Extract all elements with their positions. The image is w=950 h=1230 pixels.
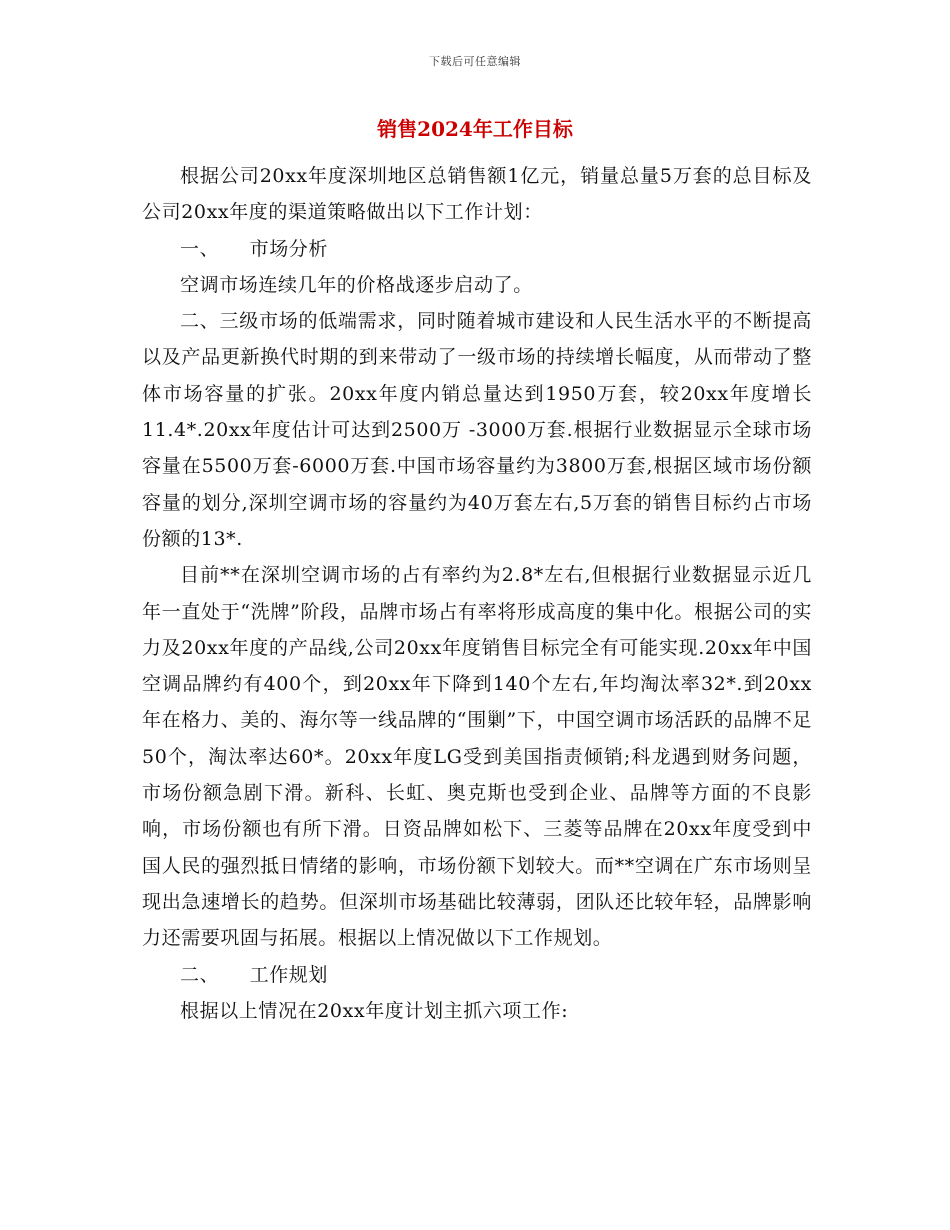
section-number: 一、 — [180, 237, 220, 260]
section-title: 市场分析 — [249, 237, 328, 260]
document-title: 销售2024年工作目标 — [377, 117, 573, 141]
section-heading-market-analysis — [142, 231, 812, 267]
header-note: 下载后可任意编辑 — [429, 55, 521, 68]
document-body — [142, 158, 812, 1029]
body-paragraph: 空调市场连续几年的价格战逐步启动了。 — [180, 273, 533, 296]
body-paragraph: 二、三级市场的低端需求，同时随着城市建设和人民生活水平的不断提高以及产品更新换代时期的到来带动了一级市场的持续增长幅度，从而带动了整体市场容量的扩张。20xx年度内销总量达到1950万套，较20xx年度增长11.4*.20xx年度估计可达到2500万 -3000万套.根据行业数据显示全球市场容量在5500万套-6000万套.中国市场容量约为3800万套,根据区域市场份额容量的划分,深圳空调市场的容量约为40万套左右,5万套的销售目标约占市场份额的13*. — [142, 310, 812, 550]
section-number: 二、 — [180, 963, 220, 986]
intro-paragraph: 根据公司20xx年度深圳地区总销售额1亿元，销量总量5万套的总目标及公司20xx年度的渠道策略做出以下工作计划： — [142, 165, 812, 224]
section-heading-work-plan — [142, 957, 812, 993]
body-paragraph: 根据以上情况在20xx年度计划主抓六项工作: — [180, 999, 569, 1022]
section-title: 工作规划 — [249, 963, 328, 986]
body-paragraph: 目前**在深圳空调市场的占有率约为2.8*左右,但根据行业数据显示近几年一直处于“洗牌”阶段，品牌市场占有率将形成高度的集中化。根据公司的实力及20xx年度的产品线,公司20xx年度销售目标完全有可能实现.20xx年中国空调品牌约有400个，到20xx年下降到140个左右,年均淘汰率32*.到20xx年在格力、美的、海尔等一线品牌的“围剿”下，中国空调市场活跃的品牌不足50个，淘汰率达60*。20xx年度LG受到美国指责倾销;科龙遇到财务问题，市场份额急剧下滑。新科、长虹、奥克斯也受到企业、品牌等方面的不良影响，市场份额也有所下滑。日资品牌如松下、三菱等品牌在20xx年度受到中国人民的强烈抵日情绪的影响，市场份额下划较大。而**空调在广东市场则呈现出急速增长的趋势。但深圳市场基础比较薄弱，团队还比较年轻，品牌影响力还需要巩固与拓展。根据以上情况做以下工作规划。 — [142, 564, 812, 950]
